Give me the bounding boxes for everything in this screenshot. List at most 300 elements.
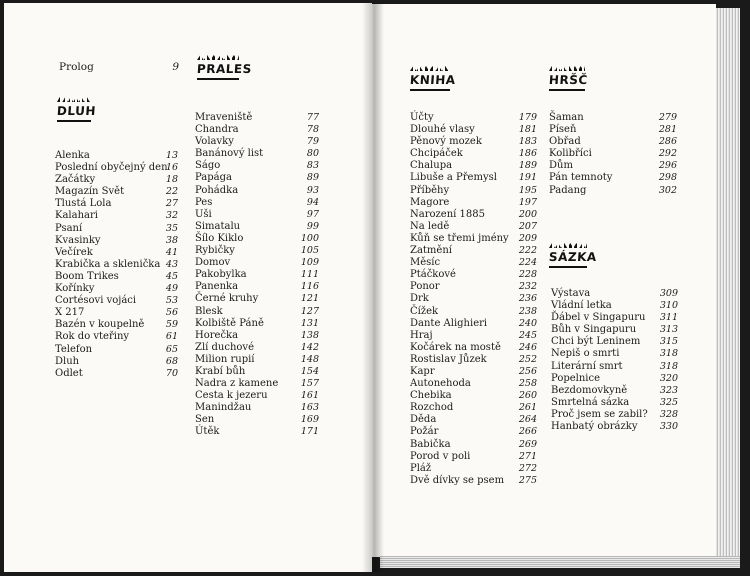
toc-entry — [195, 306, 319, 318]
toc-entry — [55, 307, 178, 319]
entry-page: 77 — [306, 112, 319, 123]
section-heading-kniha — [409, 66, 457, 91]
entry-title: Horečka — [195, 329, 239, 341]
entry-page: 49 — [165, 283, 178, 295]
toc-entry — [410, 390, 537, 402]
toc-entry — [549, 124, 677, 136]
entry-page: 246 — [518, 341, 537, 353]
toc-entry — [410, 318, 537, 330]
entry-title: Psaní — [55, 222, 83, 234]
toc-entry — [410, 354, 537, 366]
toc-entry — [410, 366, 537, 378]
entry-page: 318 — [659, 348, 678, 360]
entry-page: 80 — [306, 148, 319, 160]
entry-page: 315 — [659, 336, 678, 348]
entry-title: Zlí duchové — [195, 341, 254, 353]
entry-page: 169 — [300, 414, 319, 426]
entry-page: 209 — [518, 232, 537, 244]
entry-page: 27 — [165, 198, 178, 210]
entry-page: 13 — [165, 150, 178, 161]
entry-title: Padang — [549, 184, 587, 196]
entry-title: Smrtelná sázka — [551, 396, 630, 408]
toc-entry — [551, 373, 678, 385]
toc-entry — [195, 185, 319, 197]
toc-entry — [549, 148, 677, 160]
entry-title: X 217 — [55, 307, 85, 319]
entry-page: 9 — [172, 61, 179, 73]
toc-entry — [55, 271, 178, 283]
entry-title: Měsíc — [410, 257, 441, 269]
entry-title: Autonehoda — [410, 378, 471, 390]
entry-page: 111 — [300, 269, 319, 281]
toc-entry — [55, 210, 178, 222]
entry-title: Libuše a Přemysl — [410, 172, 497, 184]
entry-title: Chandra — [195, 124, 239, 136]
entry-page: 183 — [518, 136, 537, 148]
entry-title: Dluh — [55, 355, 80, 367]
entry-title: Kolibříci — [549, 148, 592, 160]
toc-entry — [410, 172, 537, 184]
entry-title: Odlet — [55, 367, 83, 379]
entry-page: 261 — [518, 402, 537, 414]
toc-entry — [410, 233, 537, 245]
toc-entry — [410, 257, 537, 269]
entry-page: 224 — [518, 257, 537, 269]
entry-title: Porod v poli — [410, 450, 471, 462]
entry-title: Chebika — [410, 390, 452, 402]
entry-title: Kalahari — [55, 210, 98, 222]
toc-entry — [410, 463, 537, 475]
entry-title: Blesk — [195, 305, 223, 317]
entry-page: 61 — [165, 331, 178, 343]
toc-entry — [551, 336, 678, 348]
toc-entry — [410, 197, 537, 209]
entry-title: Tlustá Lola — [55, 198, 112, 210]
toc-entry — [551, 348, 678, 360]
toc-entry — [195, 293, 319, 305]
entry-page: 200 — [518, 208, 537, 220]
entry-page: 238 — [518, 305, 537, 317]
toc-entry — [195, 221, 319, 233]
entry-title: Ptáčkové — [410, 269, 456, 281]
toc-entry — [549, 185, 677, 197]
entry-page: 279 — [658, 112, 677, 123]
entry-title: Literární smrt — [551, 360, 623, 372]
toc-entry — [55, 198, 178, 210]
entry-title: Dům — [549, 160, 573, 172]
toc-list-prales — [195, 112, 319, 439]
toc-entry — [55, 356, 178, 368]
entry-title: Píseň — [549, 124, 577, 136]
toc-entry — [195, 378, 319, 390]
toc-entry — [551, 312, 678, 324]
toc-entry — [195, 366, 319, 378]
entry-page: 275 — [518, 474, 537, 486]
toc-list-hrsc — [549, 112, 677, 197]
toc-entry — [410, 402, 537, 414]
toc-entry — [410, 439, 537, 451]
entry-page: 121 — [300, 293, 319, 305]
entry-title: Bůh v Singapuru — [551, 324, 637, 336]
entry-title: Proč jsem se zabil? — [551, 408, 648, 420]
entry-page: 281 — [658, 124, 677, 136]
entry-title: Nadra z kamene — [195, 378, 279, 390]
toc-entry — [549, 160, 677, 172]
toc-list-dluh — [55, 150, 178, 380]
toc-entry — [549, 172, 677, 184]
toc-entry — [195, 402, 319, 414]
entry-page: 296 — [658, 160, 677, 172]
toc-entry — [195, 257, 319, 269]
entry-title: Chcipáček — [410, 148, 463, 160]
entry-title: Kočárek na mostě — [410, 341, 501, 353]
toc-entry — [55, 344, 178, 356]
toc-list-sazka — [551, 288, 678, 433]
entry-title: Ďábel v Singapuru — [551, 312, 646, 324]
toc-entry — [551, 288, 678, 300]
toc-entry — [410, 293, 537, 305]
heading-rule — [410, 89, 450, 91]
entry-title: Výstava — [551, 288, 591, 299]
prolog-entry — [59, 61, 179, 75]
section-heading-prales — [196, 55, 253, 80]
entry-page: 260 — [518, 390, 537, 402]
entry-page: 325 — [659, 396, 678, 408]
entry-page: 93 — [306, 184, 319, 196]
entry-title: Ponor — [410, 281, 440, 293]
entry-title: Obřad — [549, 136, 581, 148]
entry-page: 70 — [165, 367, 178, 379]
entry-title: Babička — [410, 438, 451, 450]
entry-title: Drk — [410, 293, 429, 305]
entry-title: Bezdomovkyně — [551, 384, 628, 396]
entry-title: Večírek — [55, 246, 93, 258]
entry-title: Pes — [195, 196, 213, 208]
entry-page: 109 — [300, 257, 319, 269]
toc-entry — [410, 160, 537, 172]
toc-entry — [195, 269, 319, 281]
entry-page: 131 — [300, 317, 319, 329]
heading-rule — [549, 89, 585, 91]
heading-rule — [57, 120, 91, 122]
entry-title: Rostislav Jůzek — [410, 353, 487, 365]
entry-page: 181 — [518, 124, 537, 136]
entry-title: Chci být Leninem — [551, 336, 641, 348]
heading-rule — [549, 266, 587, 268]
entry-page: 43 — [165, 258, 178, 270]
entry-page: 161 — [300, 390, 319, 402]
entry-title: Pěnový mozek — [410, 136, 482, 148]
entry-page: 68 — [165, 355, 178, 367]
heading-label: HRŠČ — [548, 73, 589, 87]
toc-entry — [410, 342, 537, 354]
entry-title: Útěk — [195, 426, 220, 438]
toc-entry — [195, 390, 319, 402]
entry-title: Pakobylka — [195, 269, 247, 281]
entry-title: Volavky — [195, 136, 234, 148]
entry-title: Banánový list — [195, 148, 264, 160]
toc-entry — [410, 112, 537, 124]
entry-page: 38 — [165, 234, 178, 246]
toc-entry — [410, 414, 537, 426]
entry-title: Sen — [195, 414, 215, 426]
entry-title: Šílo Kiklo — [195, 232, 244, 244]
toc-entry — [195, 318, 319, 330]
entry-page: 94 — [306, 196, 319, 208]
entry-page: 100 — [300, 232, 319, 244]
toc-list-kniha — [410, 112, 537, 487]
entry-page: 65 — [165, 343, 178, 355]
entry-title: Cortésovi vojáci — [55, 295, 137, 307]
entry-title: Narození 1885 — [410, 208, 485, 220]
entry-page: 240 — [518, 317, 537, 329]
entry-page: 148 — [300, 353, 319, 365]
entry-title: Poslední obyčejný den — [55, 162, 168, 174]
entry-page: 256 — [518, 365, 537, 377]
entry-page: 22 — [165, 186, 178, 198]
entry-title: Magore — [410, 196, 450, 208]
heading-label: KNIHA — [409, 73, 457, 87]
toc-entry — [551, 300, 678, 312]
toc-entry — [551, 324, 678, 336]
toc-entry — [195, 354, 319, 366]
entry-title: Vládní letka — [551, 300, 612, 312]
entry-title: Rok do vteřiny — [55, 331, 130, 343]
entry-title: Pohádka — [195, 184, 239, 196]
entry-page: 171 — [300, 426, 319, 438]
heading-rule — [197, 78, 239, 80]
toc-entry — [55, 186, 178, 198]
entry-title: Popelnice — [551, 372, 601, 384]
entry-page: 157 — [300, 378, 319, 390]
entry-title: Kůň se třemi jmény — [410, 232, 509, 244]
entry-page: 45 — [165, 270, 178, 282]
toc-entry — [195, 124, 319, 136]
entry-page: 328 — [659, 408, 678, 420]
toc-entry — [55, 283, 178, 295]
toc-entry — [410, 209, 537, 221]
toc-entry — [410, 245, 537, 257]
entry-title: Požár — [410, 426, 439, 438]
entry-page: 264 — [518, 414, 537, 426]
entry-page: 83 — [306, 160, 319, 172]
entry-page: 163 — [300, 402, 319, 414]
entry-title: Telefon — [55, 343, 93, 355]
entry-page: 16 — [165, 162, 178, 174]
entry-title: Hanbatý obrázky — [551, 421, 638, 433]
toc-entry — [549, 112, 677, 124]
heading-label: SÁZKA — [548, 250, 598, 264]
toc-entry — [195, 281, 319, 293]
book-spine — [362, 3, 384, 572]
entry-title: Krabička a sklenička — [55, 258, 161, 270]
toc-entry — [410, 475, 537, 487]
toc-entry — [55, 368, 178, 380]
entry-page: 236 — [518, 293, 537, 305]
toc-entry — [410, 136, 537, 148]
toc-entry — [195, 414, 319, 426]
entry-page: 189 — [518, 160, 537, 172]
entry-title: Hraj — [410, 329, 433, 341]
entry-title: Mraveniště — [195, 112, 253, 123]
entry-title: Ságo — [195, 160, 221, 172]
toc-entry — [55, 162, 178, 174]
entry-title: Začátky — [55, 174, 96, 186]
entry-page: 232 — [518, 281, 537, 293]
entry-page: 53 — [165, 295, 178, 307]
entry-page: 286 — [658, 136, 677, 148]
entry-page: 41 — [165, 246, 178, 258]
section-heading-hrsc — [548, 66, 589, 91]
toc-entry — [195, 426, 319, 438]
toc-entry — [551, 385, 678, 397]
entry-page: 35 — [165, 222, 178, 234]
entry-page: 272 — [518, 462, 537, 474]
toc-entry — [551, 397, 678, 409]
toc-entry — [55, 150, 178, 162]
entry-page: 97 — [306, 208, 319, 220]
entry-page: 245 — [518, 329, 537, 341]
toc-entry — [55, 319, 178, 331]
entry-page: 186 — [518, 148, 537, 160]
entry-page: 154 — [300, 365, 319, 377]
toc-entry — [410, 148, 537, 160]
entry-title: Boom Trikes — [55, 270, 119, 282]
entry-page: 89 — [306, 172, 319, 184]
toc-entry — [195, 330, 319, 342]
entry-title: Magazín Svět — [55, 186, 125, 198]
entry-title: Příběhy — [410, 184, 450, 196]
entry-title: Uši — [195, 208, 212, 220]
entry-page: 320 — [659, 372, 678, 384]
entry-title: Papága — [195, 172, 232, 184]
toc-entry — [195, 136, 319, 148]
page-edges-right — [716, 8, 740, 556]
entry-page: 266 — [518, 426, 537, 438]
entry-page: 32 — [165, 210, 178, 222]
entry-title: Chalupa — [410, 160, 453, 172]
entry-page: 252 — [518, 353, 537, 365]
toc-entry — [195, 245, 319, 257]
entry-page: 207 — [518, 220, 537, 232]
toc-entry — [410, 378, 537, 390]
toc-entry — [551, 421, 678, 433]
toc-entry — [549, 136, 677, 148]
entry-title: Prolog — [59, 61, 94, 73]
toc-entry — [55, 223, 178, 235]
entry-title: Dlouhé vlasy — [410, 124, 475, 136]
entry-page: 302 — [658, 184, 677, 196]
entry-page: 313 — [659, 324, 678, 336]
entry-title: Čížek — [410, 305, 439, 317]
toc-entry — [195, 233, 319, 245]
heading-label: DLUH — [56, 104, 97, 118]
entry-page: 330 — [659, 421, 678, 433]
entry-title: Rybičky — [195, 245, 235, 257]
entry-page: 142 — [300, 341, 319, 353]
toc-entry — [195, 112, 319, 124]
entry-page: 228 — [518, 269, 537, 281]
entry-page: 318 — [659, 360, 678, 372]
toc-entry — [551, 409, 678, 421]
entry-title: Dvě dívky se psem — [410, 474, 505, 486]
entry-title: Kořínky — [55, 283, 95, 295]
entry-page: 310 — [659, 300, 678, 312]
toc-entry — [55, 259, 178, 271]
toc-entry — [55, 295, 178, 307]
entry-title: Kvasinky — [55, 234, 101, 246]
entry-page: 271 — [518, 450, 537, 462]
entry-title: Pán temnoty — [549, 172, 613, 184]
entry-title: Krabí bůh — [195, 365, 246, 377]
entry-page: 222 — [518, 245, 537, 257]
entry-page: 105 — [300, 245, 319, 257]
toc-entry — [410, 269, 537, 281]
entry-title: Domov — [195, 257, 231, 269]
entry-title: Dante Alighieri — [410, 317, 488, 329]
entry-page: 323 — [659, 384, 678, 396]
entry-title: Kapr — [410, 365, 435, 377]
entry-title: Bazén v koupelně — [55, 319, 145, 331]
toc-entry — [195, 342, 319, 354]
entry-title: Účty — [410, 112, 434, 123]
entry-title: Černé kruhy — [195, 293, 259, 305]
toc-entry — [195, 148, 319, 160]
toc-entry — [55, 174, 178, 186]
toc-entry — [195, 172, 319, 184]
toc-entry — [410, 426, 537, 438]
entry-page: 179 — [518, 112, 537, 123]
page-edges-bottom — [380, 556, 740, 568]
entry-page: 18 — [165, 174, 178, 186]
entry-page: 298 — [658, 172, 677, 184]
toc-entry — [410, 124, 537, 136]
entry-title: Šaman — [549, 112, 584, 123]
toc-entry — [195, 160, 319, 172]
toc-entry — [410, 306, 537, 318]
entry-title: Nepiš o smrti — [551, 348, 620, 360]
entry-page: 56 — [165, 307, 178, 319]
entry-page: 309 — [659, 288, 678, 299]
entry-page: 311 — [659, 312, 678, 324]
heading-label: PRALES — [196, 62, 253, 76]
toc-entry — [410, 281, 537, 293]
entry-page: 197 — [518, 196, 537, 208]
toc-entry — [551, 361, 678, 373]
entry-title: Simatalu — [195, 220, 241, 232]
entry-title: Zatmění — [410, 245, 452, 257]
entry-title: Alenka — [55, 150, 90, 161]
entry-page: 195 — [518, 184, 537, 196]
entry-page: 99 — [306, 220, 319, 232]
entry-title: Na ledě — [410, 220, 450, 232]
section-heading-sazka — [548, 243, 598, 268]
toc-entry — [195, 197, 319, 209]
entry-page: 116 — [300, 281, 319, 293]
entry-title: Cesta k jezeru — [195, 390, 268, 402]
entry-page: 127 — [300, 305, 319, 317]
entry-title: Pláž — [410, 462, 432, 474]
toc-entry — [410, 451, 537, 463]
entry-title: Milion rupií — [195, 353, 255, 365]
section-heading-dluh — [56, 97, 97, 122]
entry-title: Kolbiště Páně — [195, 317, 264, 329]
entry-page: 78 — [306, 124, 319, 136]
toc-entry — [55, 235, 178, 247]
toc-entry — [55, 247, 178, 259]
toc-entry — [410, 185, 537, 197]
toc-entry — [55, 331, 178, 343]
